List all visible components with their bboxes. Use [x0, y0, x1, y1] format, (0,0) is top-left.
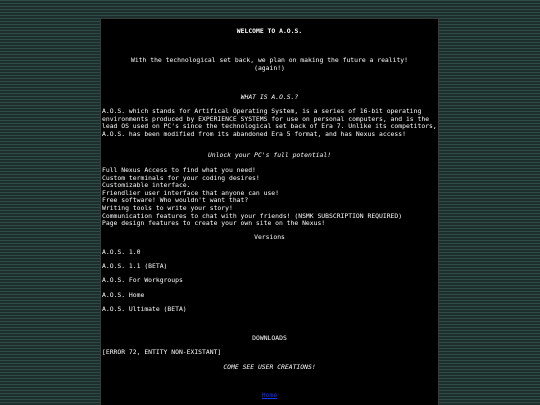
bottom-link-row [102, 392, 437, 400]
version-item: A.O.S. Home [102, 291, 145, 299]
feature-item: Communication features to chat with your friends! (NSMK SUBSCRIPTION REQUIRED) [102, 211, 403, 220]
downloads-heading: DOWNLOADS [252, 334, 287, 342]
description-paragraph: A.O.S. which stands for Artifical Operating System, is a series of 16-bit operating environments produced by EXPERIENCE SYSTEMS for use on personal computers, and is the lead OS used on PC's since the technological set back of Era 7. Unlike its competitors, A.O.S. has been modified from its abandoned Era 5 format, and has Nexus access! [102, 107, 437, 138]
what-heading: WHAT IS A.O.S.? [240, 93, 299, 101]
intro-text [102, 57, 437, 72]
unlock-heading: Unlock your PC's full potential! [207, 151, 332, 159]
home-link[interactable]: Home [261, 391, 278, 399]
page-title: WELCOME TO A.O.S. [236, 27, 303, 35]
feature-item: Custom terminals for your coding desires! [102, 173, 260, 182]
feature-item: Friendlier user interface that anyone can use! [102, 188, 279, 197]
intro-line: (again!) [254, 63, 285, 72]
feature-item: Writing tools to write your story! [102, 203, 233, 212]
main-panel [100, 18, 439, 405]
intro-line: With the technological set back, we plan on making the future a reality! [130, 56, 409, 64]
feature-item: Free software! Who wouldn't want that? [102, 196, 249, 205]
user-creations-heading: COME SEE USER CREATIONS! [223, 363, 316, 371]
feature-item: Page design features to create your own site on the Nexus! [102, 219, 326, 228]
feature-item: Customizable interface. [102, 181, 191, 190]
version-item: A.O.S. 1.1 (BETA) [102, 262, 168, 270]
features-list [102, 167, 437, 228]
error-message: [ERROR 72, ENTITY NON-EXISTANT] [102, 348, 222, 356]
feature-item: Full Nexus Access to find what you need! [102, 166, 256, 174]
version-item: A.O.S. For Workgroups [102, 276, 183, 284]
version-item: A.O.S. Ultimate (BETA) [102, 305, 187, 313]
versions-heading: Versions [254, 233, 285, 241]
version-item: A.O.S. 1.0 [102, 248, 141, 256]
